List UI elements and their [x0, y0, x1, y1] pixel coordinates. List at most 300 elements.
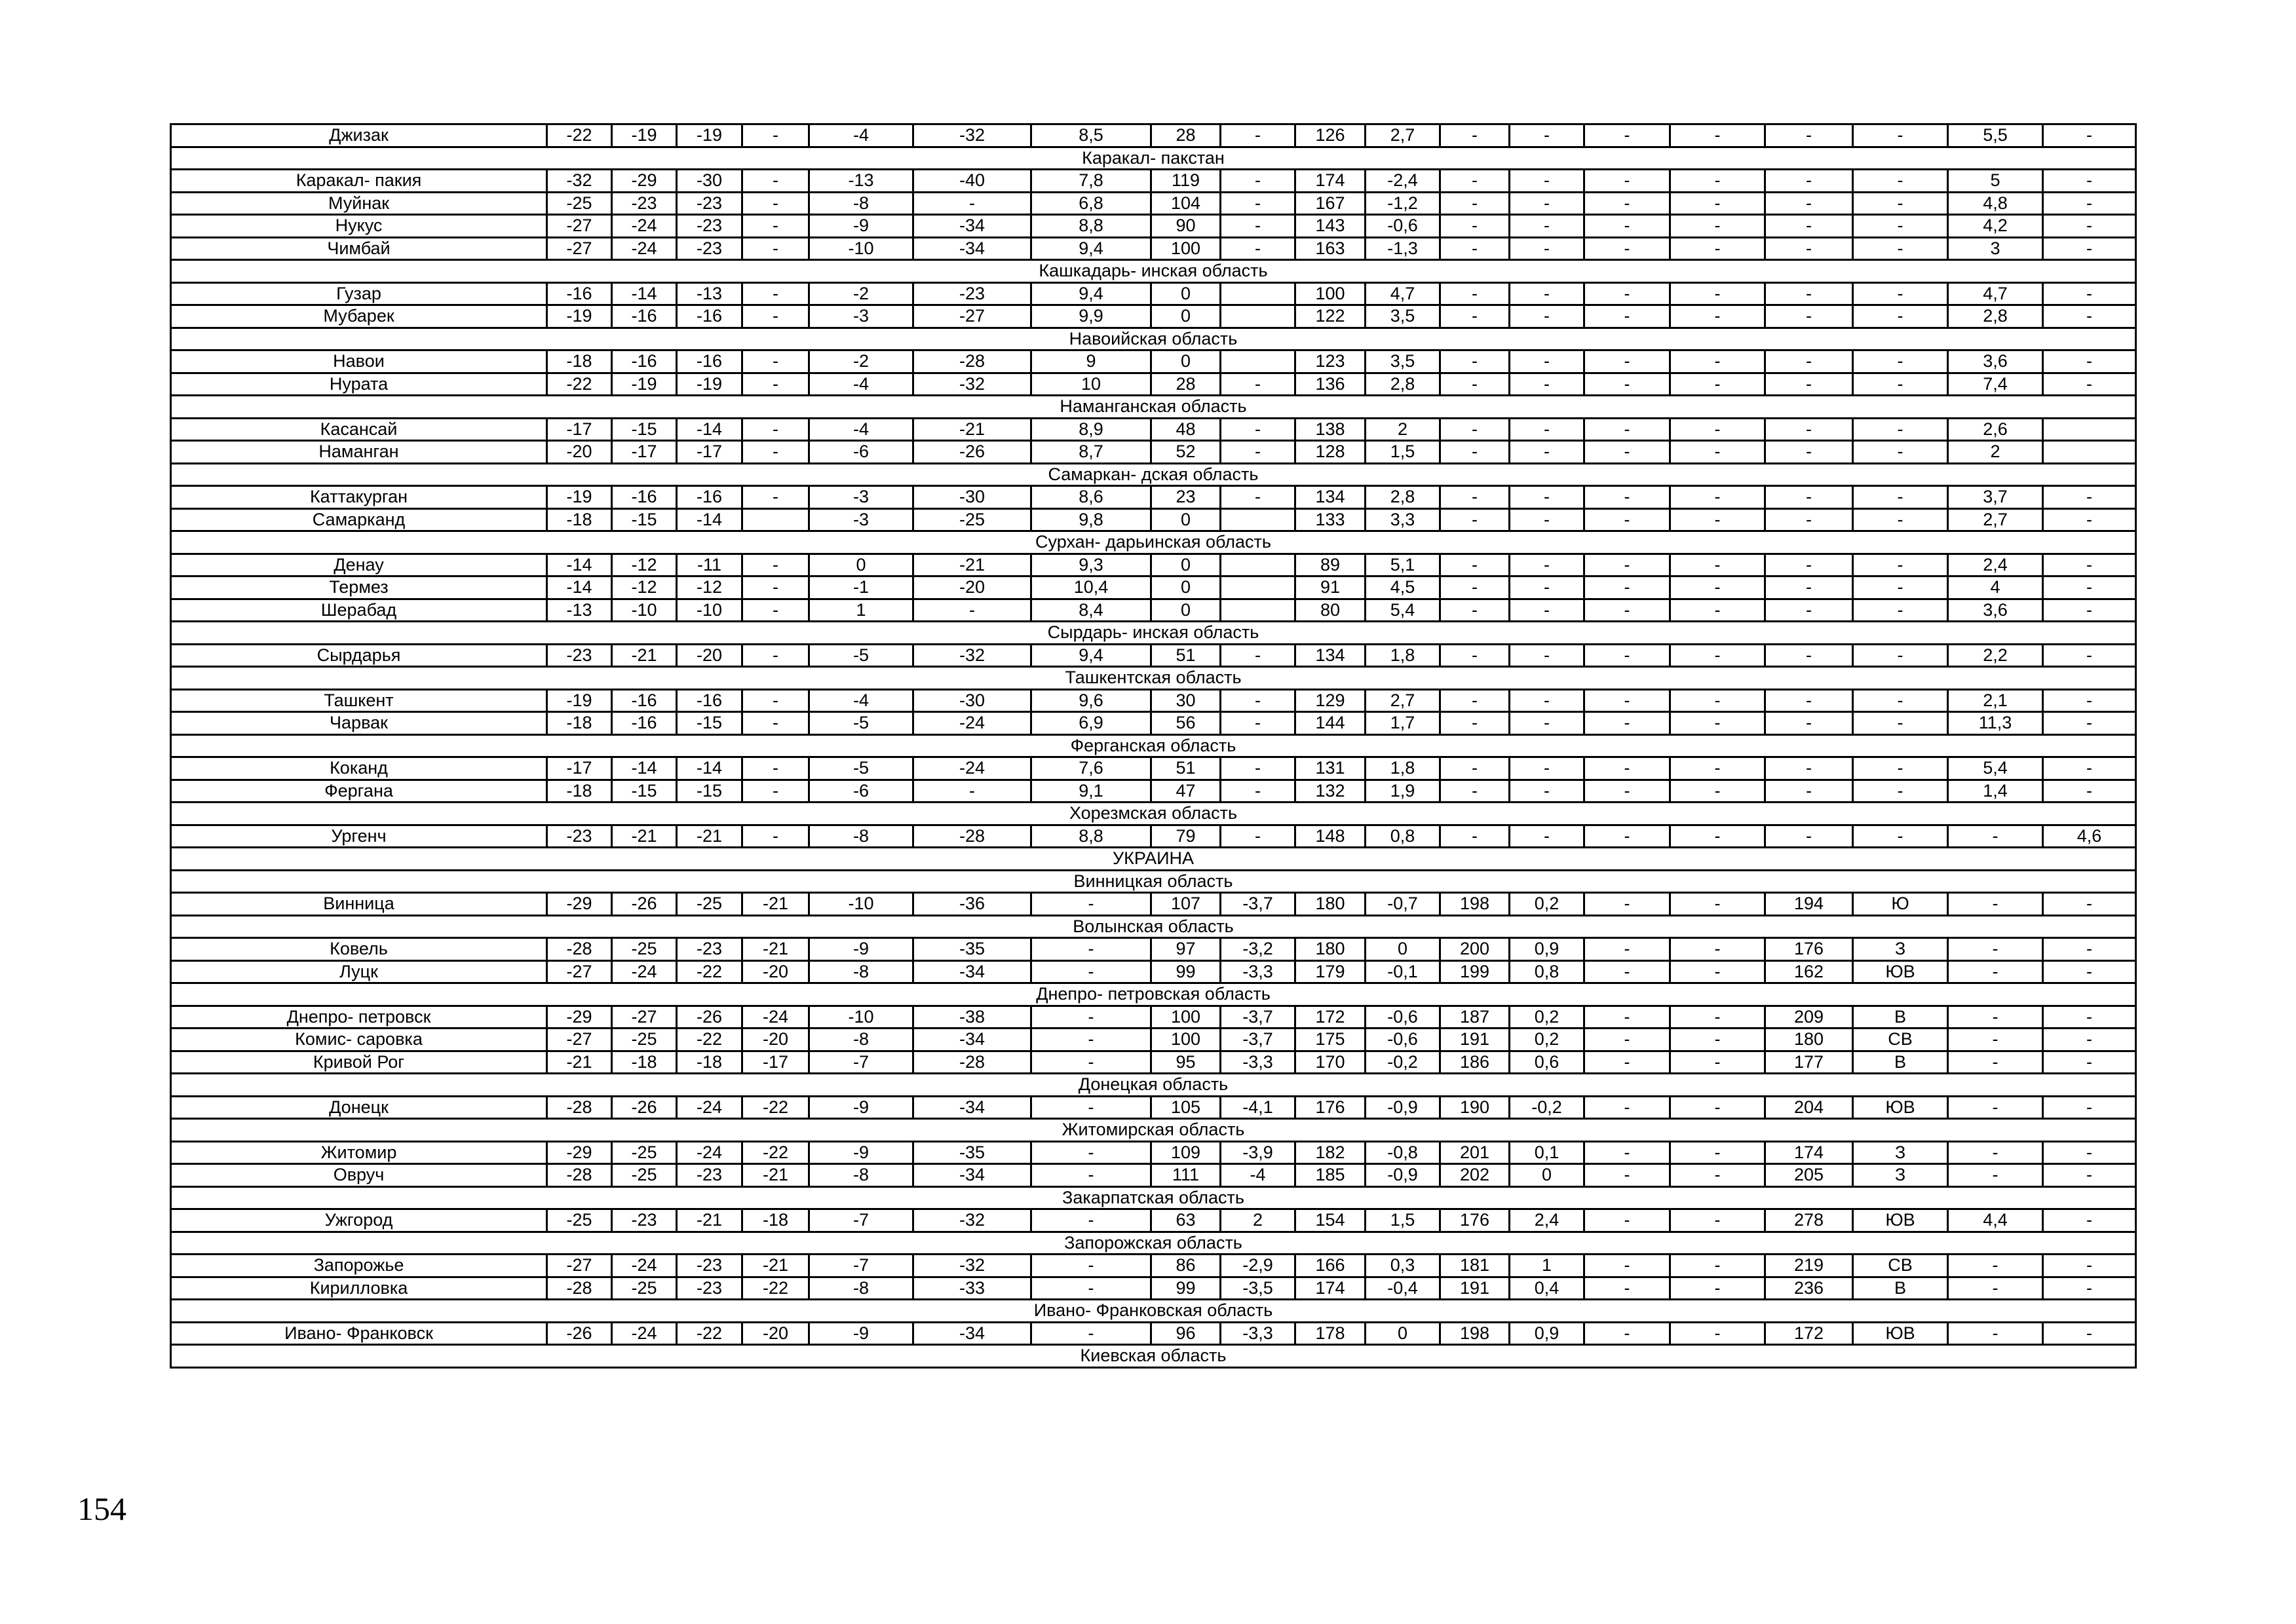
- value-cell: -16: [612, 689, 677, 712]
- value-cell: -: [1584, 554, 1670, 576]
- value-cell: 131: [1295, 757, 1366, 780]
- value-cell: -: [1584, 893, 1670, 916]
- value-cell: 191: [1440, 1277, 1510, 1300]
- value-cell: 7,6: [1031, 757, 1151, 780]
- value-cell: -: [1031, 1209, 1151, 1232]
- value-cell: -: [1221, 757, 1295, 780]
- value-cell: -: [742, 192, 809, 215]
- value-cell: -: [2043, 282, 2136, 305]
- value-cell: 4,5: [1366, 576, 1440, 599]
- value-cell: -: [1510, 373, 1584, 396]
- value-cell: 0: [1151, 305, 1221, 328]
- station-name-cell: Чарвак: [171, 712, 547, 735]
- value-cell: 0,2: [1510, 1029, 1584, 1051]
- value-cell: 9: [1031, 350, 1151, 373]
- value-cell: -: [2043, 576, 2136, 599]
- value-cell: -: [1584, 1096, 1670, 1119]
- value-cell: -: [2043, 1051, 2136, 1074]
- value-cell: -16: [677, 689, 742, 712]
- value-cell: -: [2043, 757, 2136, 780]
- value-cell: -28: [913, 1051, 1031, 1074]
- table-row: [171, 599, 2136, 622]
- value-cell: -15: [677, 712, 742, 735]
- value-cell: 0,3: [1366, 1255, 1440, 1277]
- value-cell: -: [1584, 418, 1670, 441]
- value-cell: -: [742, 825, 809, 848]
- value-cell: -24: [612, 1255, 677, 1277]
- region-label: Донецкая область: [171, 1074, 2136, 1097]
- value-cell: -21: [742, 893, 809, 916]
- value-cell: -: [1853, 554, 1948, 576]
- value-cell: -0,7: [1366, 893, 1440, 916]
- value-cell: -: [1853, 644, 1948, 667]
- station-name-cell: Комис- саровка: [171, 1029, 547, 1051]
- value-cell: -1,2: [1366, 192, 1440, 215]
- value-cell: -: [1440, 689, 1510, 712]
- value-cell: -15: [612, 418, 677, 441]
- value-cell: -: [1948, 893, 2043, 916]
- value-cell: 132: [1295, 780, 1366, 803]
- region-label: Сырдарь- инская область: [171, 622, 2136, 645]
- value-cell: -26: [677, 1006, 742, 1029]
- value-cell: -28: [547, 938, 612, 961]
- station-name-cell: Каракал- пакия: [171, 170, 547, 193]
- value-cell: 3,5: [1366, 305, 1440, 328]
- value-cell: 163: [1295, 237, 1366, 260]
- value-cell: -: [1670, 780, 1765, 803]
- value-cell: -: [1853, 350, 1948, 373]
- value-cell: -: [742, 305, 809, 328]
- value-cell: 172: [1295, 1006, 1366, 1029]
- value-cell: -0,8: [1366, 1141, 1440, 1164]
- value-cell: -13: [809, 170, 913, 193]
- value-cell: -: [2043, 192, 2136, 215]
- value-cell: -: [1670, 1209, 1765, 1232]
- value-cell: -13: [677, 282, 742, 305]
- table-row: [171, 373, 2136, 396]
- value-cell: 3,6: [1948, 350, 2043, 373]
- value-cell: -22: [742, 1277, 809, 1300]
- value-cell: -: [1584, 486, 1670, 509]
- value-cell: 2,4: [1948, 554, 2043, 576]
- value-cell: 3,7: [1948, 486, 2043, 509]
- value-cell: [2043, 418, 2136, 441]
- value-cell: [1221, 554, 1295, 576]
- value-cell: -21: [612, 825, 677, 848]
- value-cell: -3: [809, 508, 913, 531]
- value-cell: -: [1584, 508, 1670, 531]
- value-cell: -2,4: [1366, 170, 1440, 193]
- region-label: Закарпатская область: [171, 1186, 2136, 1209]
- value-cell: -: [1853, 486, 1948, 509]
- value-cell: -30: [913, 486, 1031, 509]
- value-cell: -: [742, 237, 809, 260]
- value-cell: 28: [1151, 124, 1221, 147]
- value-cell: -: [1221, 373, 1295, 396]
- value-cell: 177: [1765, 1051, 1853, 1074]
- value-cell: -: [2043, 508, 2136, 531]
- value-cell: -: [1584, 192, 1670, 215]
- value-cell: В: [1853, 1277, 1948, 1300]
- station-name-cell: Термез: [171, 576, 547, 599]
- value-cell: -8: [809, 1277, 913, 1300]
- value-cell: -: [1670, 599, 1765, 622]
- value-cell: -20: [913, 576, 1031, 599]
- value-cell: -: [1031, 893, 1151, 916]
- value-cell: 167: [1295, 192, 1366, 215]
- value-cell: -1,3: [1366, 237, 1440, 260]
- value-cell: -26: [913, 441, 1031, 464]
- value-cell: 3,5: [1366, 350, 1440, 373]
- value-cell: ЮВ: [1853, 1096, 1948, 1119]
- value-cell: -2,9: [1221, 1255, 1295, 1277]
- value-cell: -: [1853, 192, 1948, 215]
- value-cell: -: [1670, 124, 1765, 147]
- value-cell: -17: [547, 757, 612, 780]
- value-cell: 166: [1295, 1255, 1366, 1277]
- value-cell: -23: [547, 644, 612, 667]
- value-cell: -: [1670, 576, 1765, 599]
- climate-data-table: [170, 123, 2137, 1369]
- station-name-cell: Чимбай: [171, 237, 547, 260]
- value-cell: -: [742, 350, 809, 373]
- value-cell: 97: [1151, 938, 1221, 961]
- value-cell: -10: [809, 1006, 913, 1029]
- value-cell: -5: [809, 712, 913, 735]
- value-cell: -16: [677, 486, 742, 509]
- value-cell: -: [1584, 644, 1670, 667]
- value-cell: -: [1670, 825, 1765, 848]
- value-cell: -: [1440, 825, 1510, 848]
- table-row: [171, 508, 2136, 531]
- value-cell: -: [1765, 192, 1853, 215]
- value-cell: 4,6: [2043, 825, 2136, 848]
- region-header-row: [171, 396, 2136, 419]
- station-name-cell: Гузар: [171, 282, 547, 305]
- value-cell: -23: [677, 192, 742, 215]
- region-label: Кашкадарь- инская область: [171, 260, 2136, 283]
- table-row: [171, 1051, 2136, 1074]
- value-cell: -17: [547, 418, 612, 441]
- value-cell: 180: [1295, 938, 1366, 961]
- value-cell: -: [1765, 757, 1853, 780]
- value-cell: -: [913, 192, 1031, 215]
- value-cell: -: [1221, 215, 1295, 238]
- value-cell: 8,5: [1031, 124, 1151, 147]
- value-cell: -: [2043, 1209, 2136, 1232]
- value-cell: -4: [809, 418, 913, 441]
- value-cell: -17: [742, 1051, 809, 1074]
- value-cell: 95: [1151, 1051, 1221, 1074]
- region-header-row: [171, 915, 2136, 938]
- table-row: [171, 237, 2136, 260]
- value-cell: -: [1510, 282, 1584, 305]
- value-cell: -: [1510, 441, 1584, 464]
- station-name-cell: Ковель: [171, 938, 547, 961]
- value-cell: -: [1853, 441, 1948, 464]
- value-cell: -3: [809, 486, 913, 509]
- table-row: [171, 1096, 2136, 1119]
- value-cell: 9,6: [1031, 689, 1151, 712]
- value-cell: 0: [1151, 508, 1221, 531]
- value-cell: -16: [612, 350, 677, 373]
- region-label: Наманганская область: [171, 396, 2136, 419]
- value-cell: -: [2043, 1029, 2136, 1051]
- value-cell: -: [1853, 124, 1948, 147]
- value-cell: -: [1765, 237, 1853, 260]
- value-cell: -12: [612, 576, 677, 599]
- value-cell: -: [1440, 305, 1510, 328]
- value-cell: -27: [612, 1006, 677, 1029]
- value-cell: -: [1765, 576, 1853, 599]
- value-cell: 2,8: [1366, 486, 1440, 509]
- value-cell: -: [1440, 486, 1510, 509]
- value-cell: -: [1584, 1255, 1670, 1277]
- value-cell: 9,8: [1031, 508, 1151, 531]
- value-cell: -5: [809, 757, 913, 780]
- value-cell: -: [1584, 712, 1670, 735]
- value-cell: -: [1853, 373, 1948, 396]
- value-cell: -8: [809, 825, 913, 848]
- value-cell: -14: [677, 418, 742, 441]
- table-row: [171, 486, 2136, 509]
- value-cell: -21: [742, 1255, 809, 1277]
- value-cell: -: [1584, 757, 1670, 780]
- value-cell: -: [2043, 644, 2136, 667]
- station-name-cell: Навои: [171, 350, 547, 373]
- value-cell: -: [2043, 1277, 2136, 1300]
- value-cell: -25: [913, 508, 1031, 531]
- value-cell: 104: [1151, 192, 1221, 215]
- value-cell: -21: [612, 644, 677, 667]
- value-cell: -14: [547, 576, 612, 599]
- value-cell: 0: [809, 554, 913, 576]
- value-cell: 190: [1440, 1096, 1510, 1119]
- value-cell: -: [1221, 418, 1295, 441]
- value-cell: 2,4: [1510, 1209, 1584, 1232]
- value-cell: 174: [1295, 170, 1366, 193]
- value-cell: -: [1510, 825, 1584, 848]
- value-cell: -: [1584, 689, 1670, 712]
- value-cell: -3,7: [1221, 1029, 1295, 1051]
- table-row: [171, 418, 2136, 441]
- value-cell: -4,1: [1221, 1096, 1295, 1119]
- value-cell: 0: [1151, 576, 1221, 599]
- value-cell: [2043, 441, 2136, 464]
- value-cell: -: [2043, 1006, 2136, 1029]
- page-number: 154: [77, 1490, 126, 1527]
- value-cell: -18: [677, 1051, 742, 1074]
- value-cell: -: [1510, 237, 1584, 260]
- value-cell: -: [1440, 780, 1510, 803]
- value-cell: -: [1670, 192, 1765, 215]
- value-cell: -: [742, 170, 809, 193]
- value-cell: -24: [913, 712, 1031, 735]
- value-cell: -: [1853, 825, 1948, 848]
- value-cell: -: [1440, 124, 1510, 147]
- value-cell: -: [1670, 170, 1765, 193]
- value-cell: -3,9: [1221, 1141, 1295, 1164]
- value-cell: -: [1031, 1096, 1151, 1119]
- value-cell: 186: [1440, 1051, 1510, 1074]
- value-cell: -: [2043, 960, 2136, 983]
- value-cell: -: [1440, 192, 1510, 215]
- value-cell: -: [1670, 1096, 1765, 1119]
- value-cell: 1,5: [1366, 1209, 1440, 1232]
- value-cell: -3,3: [1221, 960, 1295, 983]
- value-cell: -: [1670, 1051, 1765, 1074]
- value-cell: 126: [1295, 124, 1366, 147]
- value-cell: 2,7: [1366, 689, 1440, 712]
- value-cell: -: [1221, 124, 1295, 147]
- station-name-cell: Донецк: [171, 1096, 547, 1119]
- value-cell: -28: [547, 1096, 612, 1119]
- value-cell: 0: [1510, 1164, 1584, 1187]
- region-label: Винницкая область: [171, 870, 2136, 893]
- value-cell: -: [1765, 554, 1853, 576]
- value-cell: 136: [1295, 373, 1366, 396]
- value-cell: 2,7: [1948, 508, 2043, 531]
- region-header-row: [171, 463, 2136, 486]
- value-cell: -: [1584, 170, 1670, 193]
- table-row: [171, 1277, 2136, 1300]
- station-name-cell: Запорожье: [171, 1255, 547, 1277]
- value-cell: -29: [547, 893, 612, 916]
- value-cell: -: [1765, 689, 1853, 712]
- value-cell: -27: [547, 1029, 612, 1051]
- value-cell: -: [1510, 215, 1584, 238]
- value-cell: -: [1948, 825, 2043, 848]
- value-cell: -16: [612, 486, 677, 509]
- value-cell: 2,8: [1948, 305, 2043, 328]
- value-cell: 30: [1151, 689, 1221, 712]
- value-cell: -: [742, 124, 809, 147]
- value-cell: -22: [677, 1322, 742, 1345]
- value-cell: -: [1221, 237, 1295, 260]
- value-cell: -0,2: [1366, 1051, 1440, 1074]
- value-cell: -: [742, 780, 809, 803]
- value-cell: -6: [809, 441, 913, 464]
- value-cell: -: [1221, 486, 1295, 509]
- value-cell: -23: [677, 1164, 742, 1187]
- value-cell: -0,9: [1366, 1096, 1440, 1119]
- value-cell: -21: [913, 418, 1031, 441]
- value-cell: -: [913, 599, 1031, 622]
- value-cell: -25: [612, 1029, 677, 1051]
- value-cell: -9: [809, 938, 913, 961]
- value-cell: -25: [612, 1141, 677, 1164]
- value-cell: 8,8: [1031, 825, 1151, 848]
- value-cell: 8,9: [1031, 418, 1151, 441]
- value-cell: -: [2043, 689, 2136, 712]
- value-cell: -21: [913, 554, 1031, 576]
- value-cell: 1,4: [1948, 780, 2043, 803]
- value-cell: -: [1765, 350, 1853, 373]
- value-cell: -32: [913, 1209, 1031, 1232]
- region-header-row: [171, 983, 2136, 1006]
- value-cell: -: [1765, 282, 1853, 305]
- value-cell: -21: [677, 825, 742, 848]
- value-cell: -34: [913, 1096, 1031, 1119]
- value-cell: -: [1948, 1255, 2043, 1277]
- value-cell: -28: [547, 1164, 612, 1187]
- value-cell: -: [1853, 599, 1948, 622]
- value-cell: -20: [547, 441, 612, 464]
- value-cell: -: [913, 780, 1031, 803]
- value-cell: СВ: [1853, 1255, 1948, 1277]
- value-cell: -: [1670, 893, 1765, 916]
- value-cell: 4,2: [1948, 215, 2043, 238]
- value-cell: -18: [547, 350, 612, 373]
- value-cell: -: [742, 644, 809, 667]
- value-cell: 129: [1295, 689, 1366, 712]
- value-cell: 100: [1151, 237, 1221, 260]
- value-cell: -: [1221, 170, 1295, 193]
- value-cell: ЮВ: [1853, 960, 1948, 983]
- value-cell: -: [1031, 1051, 1151, 1074]
- value-cell: ЮВ: [1853, 1209, 1948, 1232]
- value-cell: 99: [1151, 1277, 1221, 1300]
- table-row: [171, 576, 2136, 599]
- value-cell: -: [1670, 305, 1765, 328]
- value-cell: -3,3: [1221, 1322, 1295, 1345]
- value-cell: -27: [547, 1255, 612, 1277]
- value-cell: -: [1948, 1051, 2043, 1074]
- value-cell: 191: [1440, 1029, 1510, 1051]
- value-cell: -0,1: [1366, 960, 1440, 983]
- value-cell: -: [1584, 305, 1670, 328]
- value-cell: -: [742, 373, 809, 396]
- value-cell: -21: [547, 1051, 612, 1074]
- value-cell: 0,1: [1510, 1141, 1584, 1164]
- value-cell: -: [1948, 960, 2043, 983]
- value-cell: -: [2043, 486, 2136, 509]
- value-cell: 123: [1295, 350, 1366, 373]
- value-cell: -10: [677, 599, 742, 622]
- value-cell: 1,5: [1366, 441, 1440, 464]
- value-cell: 176: [1440, 1209, 1510, 1232]
- value-cell: -: [1948, 1006, 2043, 1029]
- table-row: [171, 215, 2136, 238]
- value-cell: -8: [809, 192, 913, 215]
- station-name-cell: Коканд: [171, 757, 547, 780]
- value-cell: 204: [1765, 1096, 1853, 1119]
- value-cell: -27: [547, 960, 612, 983]
- value-cell: 205: [1765, 1164, 1853, 1187]
- value-cell: -: [1670, 1164, 1765, 1187]
- value-cell: -18: [547, 712, 612, 735]
- value-cell: -: [1765, 508, 1853, 531]
- value-cell: 180: [1295, 893, 1366, 916]
- value-cell: 9,4: [1031, 282, 1151, 305]
- value-cell: -32: [913, 644, 1031, 667]
- value-cell: -: [1031, 1141, 1151, 1164]
- value-cell: -24: [612, 960, 677, 983]
- value-cell: -: [1440, 712, 1510, 735]
- value-cell: -: [1670, 215, 1765, 238]
- value-cell: 3: [1948, 237, 2043, 260]
- value-cell: -34: [913, 1029, 1031, 1051]
- table-row: [171, 1006, 2136, 1029]
- value-cell: 182: [1295, 1141, 1366, 1164]
- value-cell: -: [1510, 554, 1584, 576]
- value-cell: -32: [913, 1255, 1031, 1277]
- value-cell: 0,8: [1510, 960, 1584, 983]
- value-cell: -: [1670, 1277, 1765, 1300]
- value-cell: -: [1510, 508, 1584, 531]
- value-cell: -: [1440, 508, 1510, 531]
- table-row: [171, 305, 2136, 328]
